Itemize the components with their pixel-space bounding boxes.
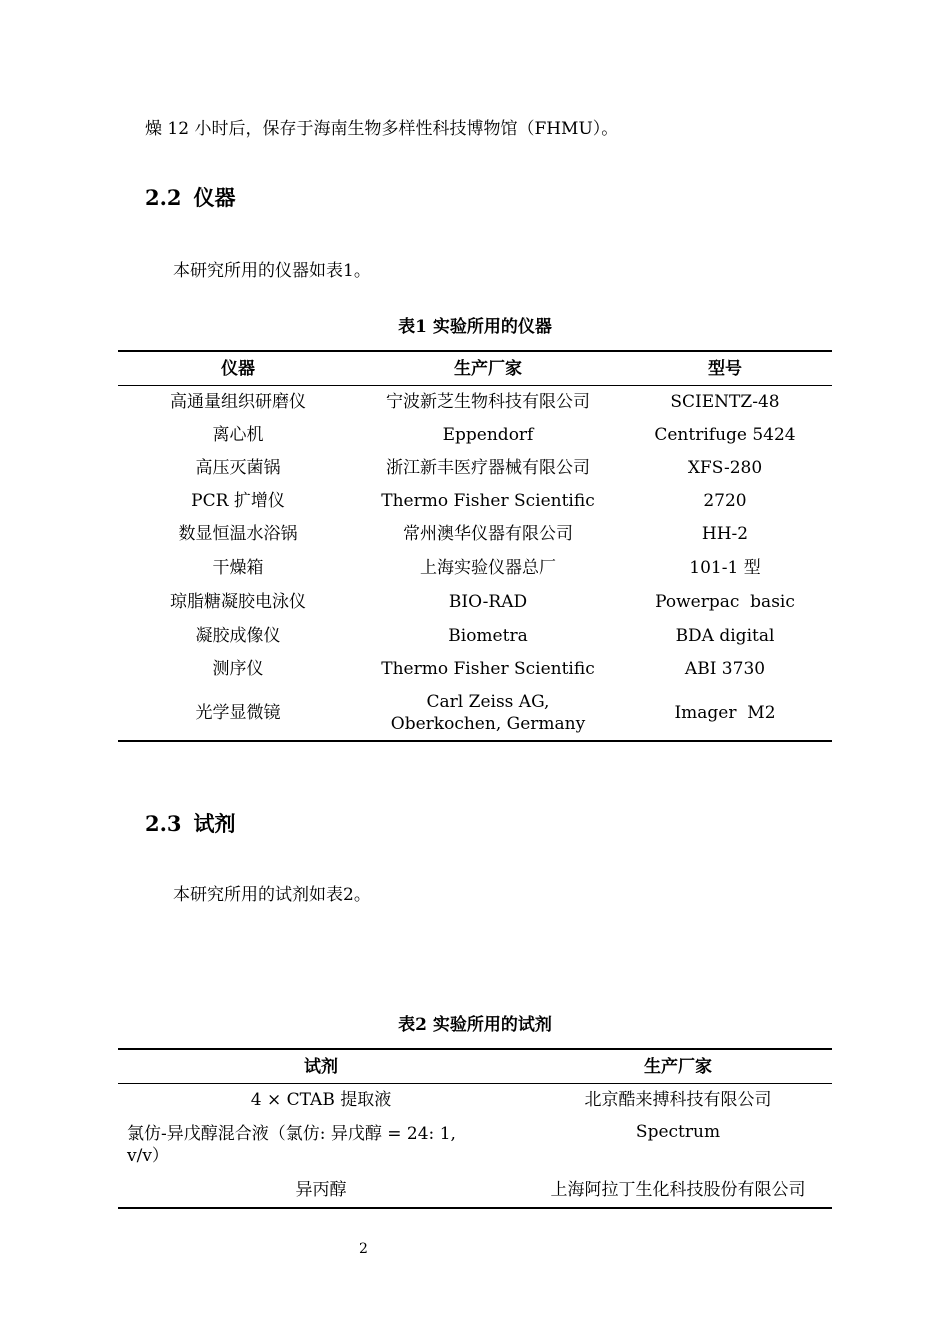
table-row (118, 1084, 832, 1116)
table-row (118, 484, 832, 517)
table-cell: Spectrum (635, 1122, 721, 1142)
table-cell: Biometra (448, 625, 528, 646)
table1 (118, 352, 832, 742)
table-row (118, 418, 832, 451)
table-cell: PCR 扩增仪 (191, 490, 285, 511)
table-cell: BDA digital (675, 625, 775, 646)
table1-caption: 表1 实验所用的仪器 (398, 317, 552, 337)
table-cell: Thermo Fisher Scientific (381, 658, 595, 679)
table-cell: 光学显微镜 (195, 702, 281, 723)
reagents-intro-text: 本研究所用的试剂如表2。 (173, 885, 371, 905)
table-cell: 上海阿拉丁生化科技股份有限公司 (550, 1180, 806, 1200)
table-cell: HH-2 (701, 524, 749, 544)
intro-paragraph-line: 燥 12 小时后，保存于海南生物多样性科技博物馆（FHMU）。 (145, 119, 619, 139)
table-cell: 北京酷来搏科技有限公司 (584, 1090, 772, 1110)
section-heading-instruments (145, 184, 236, 212)
section-heading-reagents (145, 810, 236, 838)
table-cell: ABI 3730 (684, 658, 766, 679)
table1-header-instrument: 仪器 (221, 358, 255, 379)
table-cell: Powerpac basic (655, 592, 795, 612)
table1-header-row (118, 352, 832, 385)
table2-caption: 表2 实验所用的试剂 (398, 1015, 552, 1035)
table-cell: 常州澳华仪器有限公司 (403, 524, 573, 544)
section-title: 仪器 (193, 185, 236, 210)
table-cell: 高压灭菌锅 (195, 457, 281, 478)
table-row (118, 619, 832, 652)
instruments-intro-text: 本研究所用的仪器如表1。 (173, 261, 371, 281)
table-cell: Centrifuge 5424 (654, 424, 796, 445)
table-cell: 异丙醇 (295, 1180, 347, 1200)
table-row (118, 1116, 832, 1174)
table1-bottom-rule (118, 740, 832, 742)
table-row (118, 451, 832, 484)
table-cell: 氯仿-异戊醇混合液（氯仿: 异戊醇 = 24: 1, v/v） (127, 1124, 462, 1166)
table-cell: 数显恒温水浴锅 (178, 524, 298, 544)
table-row (118, 517, 832, 551)
table-cell: XFS-280 (687, 457, 763, 478)
table2-header-rule (118, 1083, 832, 1084)
table-cell: 101-1 型 (689, 558, 761, 578)
table-cell: 琼脂糖凝胶电泳仪 (170, 592, 306, 612)
table-row (118, 652, 832, 685)
table-row (118, 1174, 832, 1206)
table-cell: 4 × CTAB 提取液 (250, 1090, 392, 1110)
table-cell: SCIENTZ-48 (670, 391, 780, 412)
table2-header-reagent: 试剂 (304, 1056, 338, 1077)
table-cell: 浙江新丰医疗器械有限公司 (386, 457, 590, 478)
table-cell: 宁波新芝生物科技有限公司 (386, 391, 590, 412)
table-cell: Imager M2 (674, 702, 776, 723)
table-cell: 离心机 (212, 424, 264, 445)
table1-header-manufacturer: 生产厂家 (454, 358, 522, 379)
table-cell: 2720 (703, 490, 747, 511)
table1-header-rule (118, 385, 832, 386)
table2-bottom-rule (118, 1207, 832, 1209)
table2-header-row (118, 1050, 832, 1083)
table1-header-model: 型号 (708, 358, 742, 379)
section-number: 2.3 (145, 811, 182, 836)
table-row (118, 585, 832, 619)
table-cell: BIO-RAD (448, 592, 528, 612)
table-cell: 高通量组织研磨仪 (170, 391, 306, 412)
table-cell: 干燥箱 (212, 558, 264, 578)
table-cell: 上海实验仪器总厂 (420, 558, 556, 578)
table-cell: Eppendorf (442, 424, 534, 445)
table-row (118, 386, 832, 417)
table-row (118, 551, 832, 585)
table-cell: 凝胶成像仪 (195, 625, 281, 646)
table2-header-manufacturer: 生产厂家 (644, 1056, 712, 1077)
table-cell: Thermo Fisher Scientific (381, 490, 595, 511)
page-number: 2 (359, 1241, 368, 1257)
table-cell: 测序仪 (212, 658, 264, 679)
table-row (118, 685, 832, 740)
table2 (118, 1050, 832, 1208)
section-number: 2.2 (145, 185, 182, 210)
section-title: 试剂 (193, 811, 236, 836)
table-cell: Carl Zeiss AG, Oberkochen, Germany (390, 691, 586, 734)
